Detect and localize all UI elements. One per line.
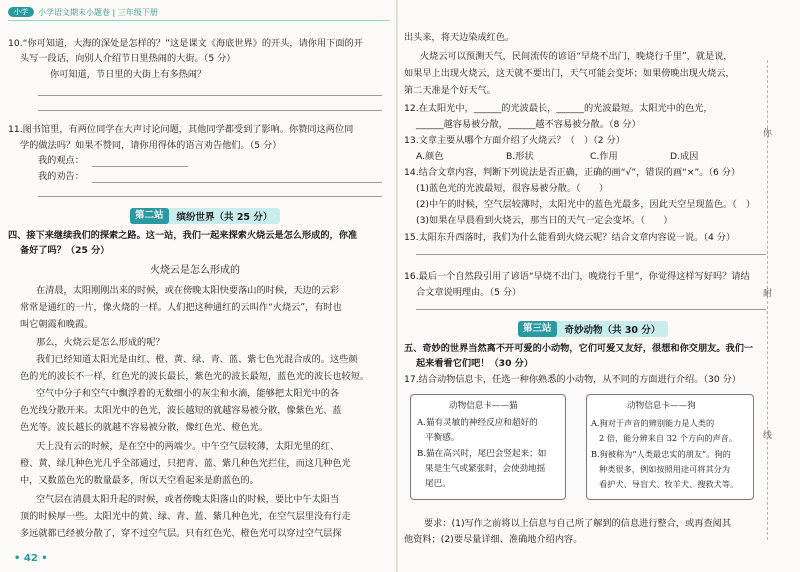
card-line: A.狗对于声音的辨别能力是人类的 [591, 418, 715, 428]
paragraph-line: 空气层在清晨太阳升起的时候，或者傍晚太阳落山的时候，要比中午太阳当 [36, 494, 340, 505]
q10-line2: 头写一段话，向别人介绍节日里热闹的大街。（5 分） [20, 53, 236, 64]
q11-advice-label: 我的劝告： [38, 171, 84, 182]
side-mark: 线 [762, 431, 772, 441]
paragraph-line: 我们已经知道太阳光是由红、橙、黄、绿、青、蓝、紫七色光混合成的。这些颜 [36, 354, 358, 365]
advice-answer-line[interactable] [92, 182, 382, 183]
paragraph-line: 顶的时候厚一些。太阳光中的黄、绿、青、蓝、紫几种色光，在空气层里没有行走 [20, 511, 351, 522]
page-number-value: 42 [23, 553, 38, 564]
header-title: 小学语文期末小题卷 | 三年级下册 [38, 7, 158, 17]
section5-line2: 起来看看它们吧！（30 分） [416, 358, 534, 369]
paragraph-line: 常常是通红的一片，像火烧的一样。人们把这种通红的云叫作“火烧云”，有时也 [20, 302, 342, 313]
q11-view-label: 我的观点： [38, 155, 84, 166]
card-line: 平衡感。 [425, 433, 460, 443]
q14-item-3: (3)如果在早晨看到火烧云，那当日的天气一定会变坏。（ ） [416, 215, 673, 226]
card-line: 果是生气或紧张时，会使劲地摇 [425, 464, 546, 474]
paragraph-line: 叫它朝霞和晚霞。 [20, 319, 94, 330]
article-continuation: 火烧云可以预测天气，民间流传的谚语“早烧不出门，晚烧行千里”，就是说， [420, 51, 733, 62]
answer-line[interactable] [416, 254, 766, 255]
station2-banner [130, 208, 280, 224]
answer-line[interactable] [38, 196, 382, 197]
side-mark: 你 [762, 129, 772, 139]
card-title: 动物信息卡——猫 [449, 401, 518, 411]
side-mark: 耐 [762, 289, 772, 299]
q11-line2: 学的做法吗？如果不赞同，请你用得体的语言劝告他们。（5 分） [20, 140, 282, 151]
q13-question: 13.文章主要从哪个方面介绍了火烧云？（ ）（2 分） [404, 135, 625, 146]
q13-option-a[interactable]: A.颜色 [416, 151, 444, 162]
card-line: B.狗被称为“人类最忠实的朋友”。狗的 [591, 449, 731, 459]
card-line: 看护犬、导盲犬、牧羊犬、搜救犬等。 [599, 479, 739, 489]
section4-line2: 备好了吗？（25 分） [20, 245, 110, 256]
card-line: 尾巴。 [425, 479, 451, 489]
q14-item-2: (2)中午的时候，空气层较薄时，太阳光中的蓝色光最多，因此天空呈现蓝色。（ ） [416, 199, 756, 210]
paragraph-line: 那么，火烧云是怎么形成的呢？ [36, 337, 165, 348]
q13-option-d[interactable]: D.成因 [670, 151, 699, 162]
card-line: B.猫在高兴时，尾巴会竖起来；如 [417, 449, 547, 459]
paragraph-line: 天上没有云的时候，是在空中的两端少。中午空气层较薄，太阳光里的红、 [36, 441, 340, 452]
left-page [0, 0, 398, 572]
q13-option-b[interactable]: B.形状 [506, 151, 534, 162]
paragraph-line: 中，又数蓝色光的数量最多，所以天空看起来是蔚蓝色的。 [20, 475, 259, 486]
section4-line1: 四、接下来继续我们的探索之路。这一站，我们一起来探索火烧云是怎么形成的，你准 [8, 230, 358, 241]
card-line: 2 倍，能分辨来自 32 个方向的声音。 [599, 433, 738, 443]
q13-option-c[interactable]: C.作用 [590, 151, 618, 162]
article-continuation: 出头来，将天边染成红色。 [404, 32, 515, 43]
q10-line1: 10.“你可知道，大海的深处是怎样的？”这是课文《海底世界》的开头，请你用下面的开 [8, 38, 363, 49]
q17-question: 17.结合动物信息卡，任选一种你熟悉的小动物，从不同的方面进行介绍。（30 分） [404, 374, 741, 385]
answer-line[interactable] [416, 309, 766, 310]
requirement-line2: 他资料；(2)要尽量详细、准确地介绍内容。 [404, 534, 583, 545]
station2-title: 缤纷世界（共 25 分） [176, 212, 273, 223]
page-header [8, 6, 158, 18]
card-title: 动物信息卡——狗 [627, 401, 696, 411]
paragraph-line: 空气中分子和空气中飘浮着的无数细小的灰尘和水滴，能够把太阳光中的各 [36, 388, 340, 399]
card-line: 种类很多，例如按照用途可将其分为 [599, 464, 731, 474]
header-divider [8, 20, 390, 21]
section5-line1: 五、奇妙的世界当然离不开可爱的小动物，它们可爱又友好，很想和你交朋友。我们一 [404, 343, 754, 354]
paragraph-line: 色光线分散开来。太阳光中的色光，波长越短的就越容易被分散，像紫色光、蓝 [20, 405, 342, 416]
q11-line1: 11.图书馆里，有两位同学在大声讨论问题，其他同学都受到了影响。你赞同这两位同 [8, 124, 354, 135]
page-number: • 42 • [14, 553, 48, 564]
q14-question: 14.结合文章内容，判断下列说法是否正确，正确的画“√”，错误的画“×”。（6 分） [404, 167, 741, 178]
station3-title: 奇妙动物（共 30 分） [564, 325, 661, 336]
station3-tag: 第三站 [518, 321, 557, 337]
q16-line1: 16.最后一个自然段引用了谚语“早烧不出门，晚烧行千里”，你觉得这样写好吗？请结 [404, 271, 750, 282]
view-answer-line[interactable] [92, 166, 188, 167]
q12-line2: ______越容易被分散，______越不容易被分散。（8 分） [416, 119, 641, 130]
article-title: 火烧云是怎么形成的 [150, 265, 240, 276]
paragraph-line: 橙、黄、绿几种色光几乎全部通过，只把青、蓝、紫几种色光拦住，而这几种色光 [20, 458, 351, 469]
requirement-line1: 要求：(1)写作之前将以上信息与自己所了解到的信息进行整合，或再查阅其 [424, 518, 732, 529]
paragraph-line: 色光等。波长越长的就越不容易被分散，像红色光、橙色光。 [20, 422, 269, 433]
dog-info-card [586, 394, 754, 500]
header-logo: 小学 [8, 7, 34, 17]
answer-line[interactable] [38, 95, 382, 96]
article-continuation: 如果早上出现火烧云，这天就不要出门，天气可能会变坏；如果傍晚出现火烧云， [404, 68, 735, 79]
card-line: A.猫有灵敏的神经反应和超好的 [417, 418, 538, 428]
right-page [398, 0, 800, 572]
answer-line[interactable] [38, 110, 382, 111]
cat-info-card [410, 394, 566, 500]
paragraph-line: 多远就都已经被分散了，穿不过空气层。只有红色光、橙色光可以穿过空气层探 [20, 528, 342, 539]
q14-item-1: (1)蓝色光的光波最短，很容易被分散。（ ） [416, 183, 609, 194]
paragraph-line: 色的光的波长不一样，红色光的波长最长，紫色光的波长最短，蓝色光的波长也较短。 [20, 371, 370, 382]
paragraph-line: 在清晨，太阳刚刚出来的时候，或在傍晚太阳快要落山的时候，天边的云彩 [36, 285, 340, 296]
station3-banner [518, 321, 668, 337]
q16-line2: 合文章说明理由。（5 分） [416, 287, 522, 298]
q15-question: 15.太阳东升西落时，我们为什么能看到火烧云呢？结合文章内容说一说。（4 分） [404, 232, 736, 243]
q10-prompt: 你可知道，节日里的大街上有多热闹？ [50, 69, 207, 80]
station2-tag: 第二站 [130, 208, 169, 224]
q12-line1: 12.在太阳光中，______的光波最长，______的光波最短。太阳光中的色光， [404, 103, 713, 114]
article-continuation: 第二天准是个好天气。 [404, 85, 496, 96]
